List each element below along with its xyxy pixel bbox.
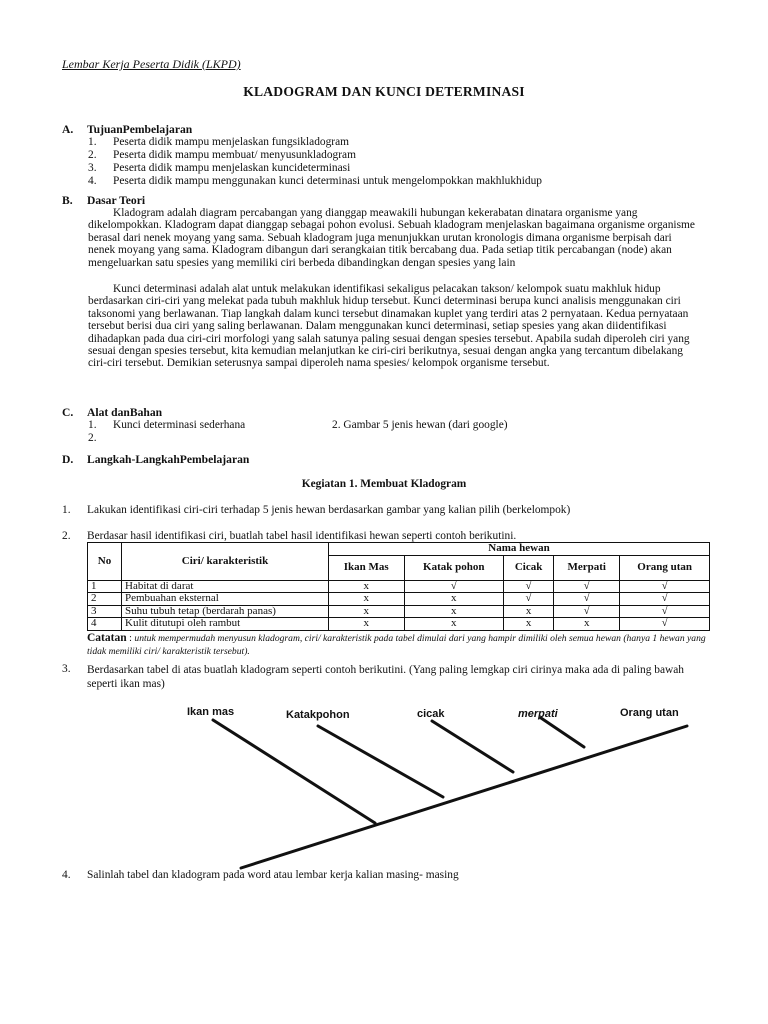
list-item-number: 2. bbox=[88, 149, 97, 161]
cell-ciri: Suhu tubuh tetap (berdarah panas) bbox=[122, 605, 329, 618]
note-separator: : bbox=[126, 633, 135, 644]
col-header-no: No bbox=[88, 543, 122, 581]
step-text: Berdasarkan tabel di atas buatlah kladogram seperti contoh berikutini. (Yang paling lemgkap ciri cirinya maka ada di paling bawah seperti ikan mas) bbox=[87, 664, 684, 690]
cladogram-branch-merpati bbox=[541, 718, 584, 747]
cladogram-label: merpati bbox=[518, 708, 558, 720]
list-item-number: 1. bbox=[88, 419, 97, 431]
cell-no: 4 bbox=[88, 618, 122, 631]
list-item: 2. Gambar 5 jenis hewan (dari google) bbox=[332, 419, 508, 431]
cladogram-label: Orang utan bbox=[620, 707, 679, 719]
list-item-number: 4. bbox=[88, 175, 97, 187]
paragraph-kunci-determinasi: Kunci determinasi adalah alat untuk melakukan identifikasi sekaligus pelacakan takson/ kelompok suatu makhluk hidup berdasarkan ciri-ciri yang melekat pada tubuh makhluk hidup tersebut. Kunci determinasi berupa kunci analisis menggunakan ciri taksonomi yang berlawanan. Tiap langkah dalam kunci tersebut dinamakan kuplet yang terdiri atas 2 pernyataan. Kedua pernyataan tersebut berisi dua ciri yang saling berlawanan. Dalam menggunakan kunci determinasi, setiap spesies yang akan diidentifikasi dihadapkan pada dua ciri-ciri morfologi yang salah satunya paling sesuai dengan spesies tersebut. Apabila sudah diperoleh ciri yang sesuai dengan spesies tersebut, kita kemudian melanjutkan ke ciri-ciri berikutnya, sesuai dengan angka yang tercantum dibelakang ciri-ciri tersebut. Demikian seterusnya sampai diperoleh nama spesies/ kelompok organisme tersebut. bbox=[88, 283, 690, 370]
list-item: Peserta didik mampu membuat/ menyusunkladogram bbox=[113, 149, 356, 161]
step-number: 3. bbox=[62, 663, 71, 675]
list-item-number: 2. bbox=[88, 432, 97, 444]
note-label: Catatan bbox=[87, 632, 127, 644]
cell-value: √ bbox=[554, 580, 620, 593]
note-text: untuk mempermudah menyusun kladogram, ciri/ karakteristik pada tabel dimulai dari yang hampir dimiliki oleh semua hewan (hanya 1 hewan yang tidak memiliki ciri/ karakteristik tersebut). bbox=[87, 633, 706, 657]
cell-value: √ bbox=[620, 580, 710, 593]
activity-title: Kegiatan 1. Membuat Kladogram bbox=[301, 478, 467, 490]
cell-value: √ bbox=[554, 605, 620, 618]
document-header: Lembar Kerja Peserta Didik (LKPD) bbox=[62, 57, 241, 71]
cell-ciri: Kulit ditutupi oleh rambut bbox=[122, 618, 329, 631]
cell-value: x bbox=[329, 593, 405, 606]
section-b-heading: Dasar Teori bbox=[87, 194, 146, 207]
list-item-number: 3. bbox=[88, 162, 97, 174]
cell-value: x bbox=[554, 618, 620, 631]
section-d-letter: D. bbox=[62, 453, 74, 466]
cell-value: √ bbox=[620, 605, 710, 618]
cell-ciri: Pembuahan eksternal bbox=[122, 593, 329, 606]
cell-value: √ bbox=[620, 618, 710, 631]
cell-value: x bbox=[404, 618, 504, 631]
cell-value: x bbox=[504, 605, 554, 618]
cell-value: x bbox=[504, 618, 554, 631]
cell-value: √ bbox=[620, 593, 710, 606]
cell-value: √ bbox=[504, 593, 554, 606]
list-item: Kunci determinasi sederhana bbox=[113, 419, 246, 431]
cladogram-main-line bbox=[241, 726, 687, 868]
cell-no: 1 bbox=[88, 580, 122, 593]
list-item: Peserta didik mampu menggunakan kunci determinasi untuk mengelompokkan makhlukhidup bbox=[113, 175, 542, 187]
cell-value: √ bbox=[554, 593, 620, 606]
cell-ciri: Habitat di darat bbox=[122, 580, 329, 593]
list-item-number: 1. bbox=[88, 136, 97, 148]
cell-value: x bbox=[329, 605, 405, 618]
cell-no: 3 bbox=[88, 605, 122, 618]
section-d-heading: Langkah-LangkahPembelajaran bbox=[87, 453, 250, 466]
section-a-heading: TujuanPembelajaran bbox=[87, 123, 193, 136]
cladogram-label: Ikan mas bbox=[187, 706, 235, 718]
section-c-heading: Alat danBahan bbox=[87, 406, 163, 419]
col-header-animal: Merpati bbox=[554, 555, 620, 580]
cell-value: x bbox=[329, 580, 405, 593]
cladogram-label: Katakpohon bbox=[286, 709, 350, 721]
list-item: Peserta didik mampu menjelaskan kuncideterminasi bbox=[113, 162, 351, 174]
cladogram-branch-katakpohon bbox=[318, 726, 443, 797]
col-header-animal: Katak pohon bbox=[404, 555, 504, 580]
cell-value: x bbox=[404, 605, 504, 618]
cell-no: 2 bbox=[88, 593, 122, 606]
col-header-ciri: Ciri/ karakteristik bbox=[122, 543, 329, 581]
document-title: KLADOGRAM DAN KUNCI DETERMINASI bbox=[243, 84, 525, 99]
step-text: Lakukan identifikasi ciri-ciri terhadap 5 jenis hewan berdasarkan gambar yang kalian pilih (berkelompok) bbox=[87, 504, 571, 516]
step-number: 2. bbox=[62, 530, 71, 542]
section-a-letter: A. bbox=[62, 123, 74, 136]
col-header-animal: Cicak bbox=[504, 555, 554, 580]
step-number: 4. bbox=[62, 869, 71, 881]
cladogram-branch-ikan-mas bbox=[213, 720, 375, 823]
paragraph-kladogram: Kladogram adalah diagram percabangan yang dianggap meawakili hubungan kekerabatan dinatara organisme yang dikelompokkan. Kladogram dapat dianggap sebagai pohon evolusi. Sebuah kladogram menjelaskan bagaimana organisme organisme berasal dari nenek moyang yang sama. Sebuah kladogram juga menunjukkan urutan kronologis dimana organisme berpisah dari nenek moyang yang sama. Kladogram dibangun dari serangkaian titik bercabang dua. Pada setiap titik percabangan (node) akan mengeluarkan satu spesies yang memiliki ciri berbeda dibandingkan dengan spesies yang lain bbox=[88, 207, 695, 269]
step-number: 1. bbox=[62, 504, 71, 516]
col-header-animal: Ikan Mas bbox=[329, 555, 405, 580]
cladogram-label: cicak bbox=[417, 708, 445, 720]
list-item: Peserta didik mampu menjelaskan fungsikladogram bbox=[113, 136, 349, 148]
cell-value: x bbox=[329, 618, 405, 631]
section-c-letter: C. bbox=[62, 406, 74, 419]
cladogram-branch-cicak bbox=[432, 721, 513, 772]
step-text: Salinlah tabel dan kladogram pada word atau lembar kerja kalian masing- masing bbox=[87, 869, 459, 881]
step-text: Berdasar hasil identifikasi ciri, buatlah tabel hasil identifikasi hewan seperti contoh berikutini. bbox=[87, 530, 517, 542]
cell-value: x bbox=[404, 593, 504, 606]
col-header-nama-hewan: Nama hewan bbox=[329, 543, 710, 556]
col-header-animal: Orang utan bbox=[620, 555, 710, 580]
cell-value: √ bbox=[404, 580, 504, 593]
cell-value: √ bbox=[504, 580, 554, 593]
section-b-letter: B. bbox=[62, 194, 73, 207]
